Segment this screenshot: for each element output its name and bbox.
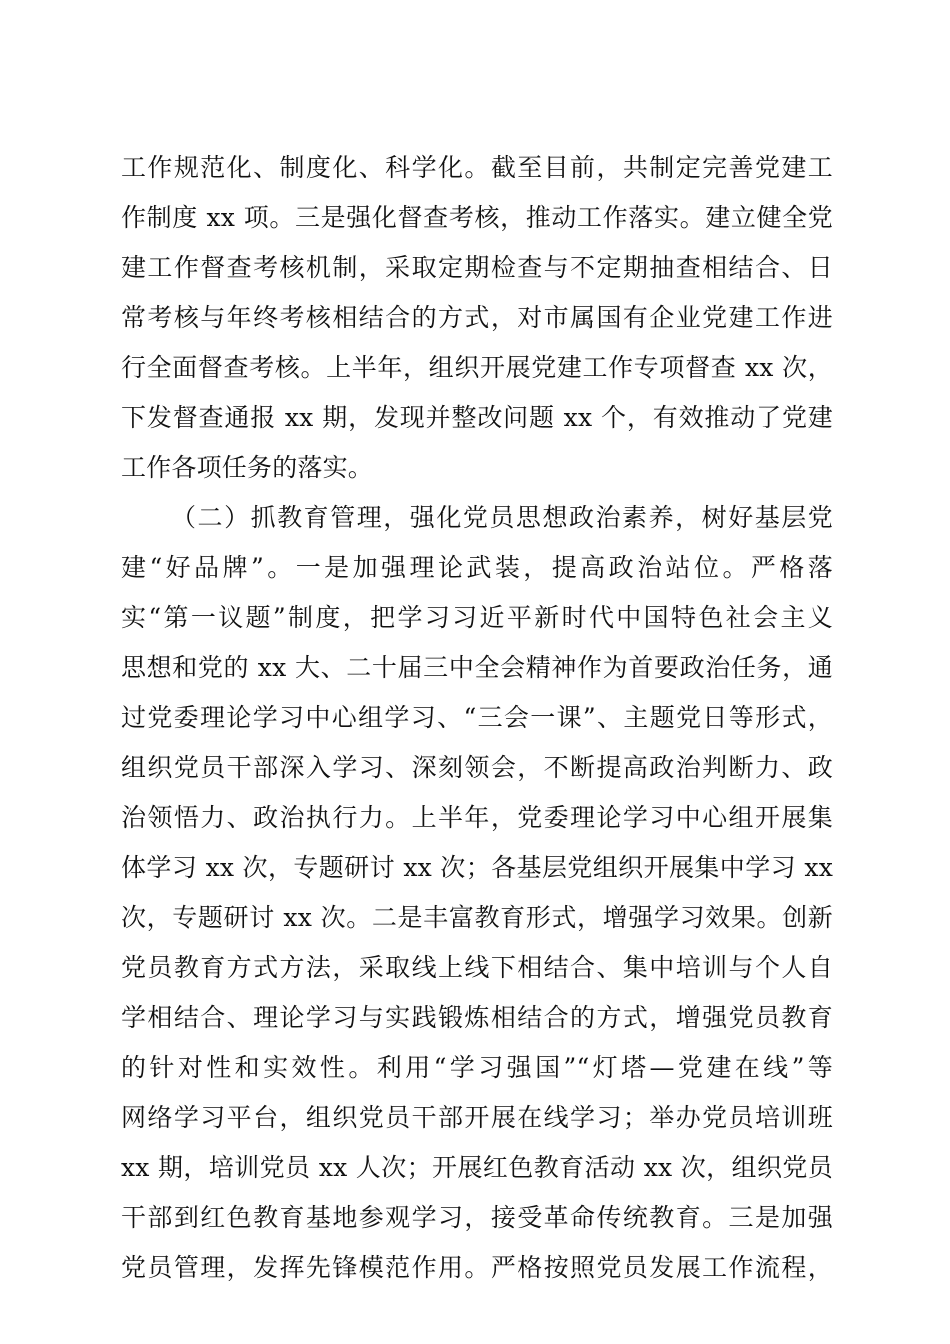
paragraph-line: 工作规范化、制度化、科学化。截至目前，共制定完善党建工 bbox=[121, 153, 833, 182]
paragraph-line: 实“第一议题”制度，把学习习近平新时代中国特色社会主义 bbox=[121, 603, 833, 632]
section-heading-line: （二）抓教育管理，强化党员思想政治素养，树好基层党 bbox=[171, 503, 833, 532]
paragraph-line: xx 期，培训党员 xx 人次；开展红色教育活动 xx 次，组织党员 bbox=[121, 1153, 833, 1182]
paragraph-line: 建“好品牌”。一是加强理论武装，提高政治站位。严格落 bbox=[121, 553, 833, 582]
paragraph-line: 干部到红色教育基地参观学习，接受革命传统教育。三是加强 bbox=[121, 1203, 833, 1232]
paragraph-line: 建工作督查考核机制，采取定期检查与不定期抽查相结合、日 bbox=[121, 253, 833, 282]
paragraph-line: 次，专题研讨 xx 次。二是丰富教育形式，增强学习效果。创新 bbox=[121, 903, 833, 932]
paragraph-line: 组织党员干部深入学习、深刻领会，不断提高政治判断力、政 bbox=[121, 753, 833, 782]
paragraph-line: 下发督查通报 xx 期，发现并整改问题 xx 个，有效推动了党建 bbox=[121, 403, 833, 432]
paragraph-line: 的针对性和实效性。利用“学习强国”“灯塔—党建在线”等 bbox=[121, 1053, 833, 1082]
paragraph-line: 思想和党的 xx 大、二十届三中全会精神作为首要政治任务，通 bbox=[121, 653, 833, 682]
paragraph-line: 作制度 xx 项。三是强化督查考核，推动工作落实。建立健全党 bbox=[121, 203, 833, 232]
paragraph-line: 过党委理论学习中心组学习、“三会一课”、主题党日等形式， bbox=[121, 703, 833, 732]
paragraph-line: 治领悟力、政治执行力。上半年，党委理论学习中心组开展集 bbox=[121, 803, 833, 832]
paragraph-line: 学相结合、理论学习与实践锻炼相结合的方式，增强党员教育 bbox=[121, 1003, 833, 1032]
paragraph-line: 党员管理，发挥先锋模范作用。严格按照党员发展工作流程， bbox=[121, 1253, 833, 1282]
paragraph-line: 体学习 xx 次，专题研讨 xx 次；各基层党组织开展集中学习 xx bbox=[121, 853, 833, 882]
paragraph-line: 常考核与年终考核相结合的方式，对市属国有企业党建工作进 bbox=[121, 303, 833, 332]
paragraph-line: 工作各项任务的落实。 bbox=[121, 453, 374, 482]
paragraph-line: 行全面督查考核。上半年，组织开展党建工作专项督查 xx 次， bbox=[121, 353, 833, 382]
paragraph-line: 网络学习平台，组织党员干部开展在线学习；举办党员培训班 bbox=[121, 1103, 833, 1132]
paragraph-line: 党员教育方式方法，采取线上线下相结合、集中培训与个人自 bbox=[121, 953, 833, 982]
